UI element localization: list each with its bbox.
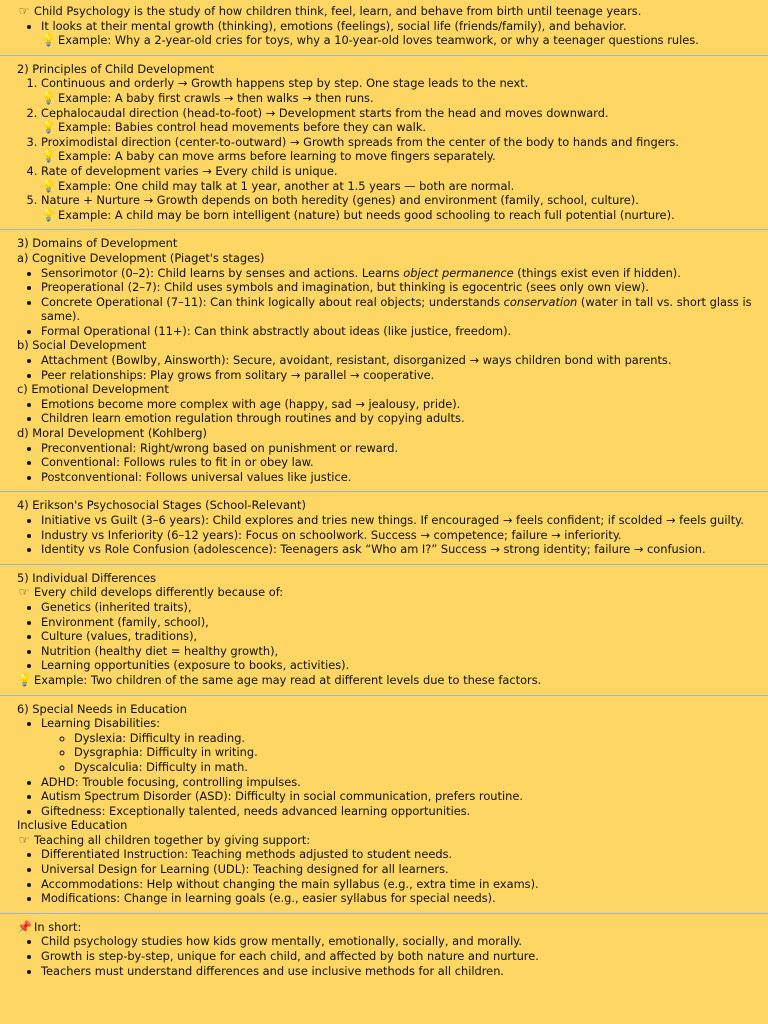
- learning-disabilities-list: [41, 731, 758, 775]
- list-item: • Child psychology studies how kids grow mentally, emotionally, socially, and morally.: [41, 934, 758, 949]
- pointing-hand-icon: ☞: [18, 4, 30, 18]
- section-divider: [0, 564, 768, 565]
- list-item: • Emotions become more complex with age (happy, sad → jealousy, pride).: [41, 397, 758, 412]
- section-heading: 2) Principles of Child Development: [17, 61, 215, 76]
- social-list: [17, 353, 758, 382]
- list-item: • ADHD: Trouble focusing, controlling impulses.: [41, 775, 758, 790]
- list-item: ◦ Dyscalculia: Difficulty in math.: [74, 760, 758, 775]
- intro-section: [17, 4, 758, 48]
- list-item: • Nutrition (healthy diet = healthy growth),: [41, 644, 758, 659]
- light-bulb-icon: 💡: [41, 90, 56, 105]
- section-heading: 3) Domains of Development: [17, 236, 178, 251]
- domains-section: [17, 236, 758, 484]
- list-item: • Attachment (Bowlby, Ainsworth): Secure, avoidant, resistant, disorganized → ways children bond with parents.: [41, 353, 758, 368]
- individual-list: [17, 600, 758, 673]
- list-item: • Culture (values, traditions),: [41, 629, 758, 644]
- example-line: 💡 Example: A baby can move arms before learning to move fingers separately.: [41, 149, 496, 164]
- list-item: • Sensorimotor (0–2): Child learns by senses and actions. Learns object permanence (things exist even if hidden).: [41, 266, 758, 281]
- list-item: 4. Rate of development varies → Every child is unique. 💡 Example: One child may talk at 1 year, another at 1.5 years — both are normal.: [41, 164, 758, 193]
- list-item: • Initiative vs Guilt (3–6 years): Child explores and tries new things. If encouraged → feels confident; if scolded → feels guilty.: [41, 513, 758, 528]
- intro-list: [17, 19, 758, 34]
- list-item: 2. Cephalocaudal direction (head-to-foot) → Development starts from the head and moves downward. 💡 Example: Babies control head movements before they can walk.: [41, 106, 758, 135]
- example-line: 💡 Example: A child may be born intelligent (nature) but needs good schooling to reach full potential (nurture).: [41, 207, 675, 222]
- summary-section: [17, 920, 758, 978]
- subsection-heading: Inclusive Education: [17, 818, 128, 833]
- example-line: 💡 Example: A baby first crawls → then walks → then runs.: [41, 90, 374, 105]
- list-item: • Giftedness: Exceptionally talented, needs advanced learning opportunities.: [41, 804, 758, 819]
- subsection-heading: b) Social Development: [17, 338, 147, 353]
- list-item: ◦ Dysgraphia: Difficulty in writing.: [74, 745, 758, 760]
- emotional-list: [17, 397, 758, 426]
- pointing-hand-icon: ☞: [18, 832, 30, 847]
- principles-section: [17, 62, 758, 223]
- light-bulb-icon: 💡: [41, 207, 56, 222]
- subsection-heading: c) Emotional Development: [17, 382, 169, 397]
- special-needs-section: [17, 702, 758, 906]
- list-item: 3. Proximodistal direction (center-to-outward) → Growth spreads from the center of the body to hands and fingers. 💡 Example: A baby can move arms before learning to move fingers separately.: [41, 135, 758, 164]
- list-item: • Differentiated Instruction: Teaching methods adjusted to student needs.: [41, 847, 758, 862]
- intro-lead: ☞ Child Psychology is the study of how children think, feel, learn, and behave from birth until teenage years.: [18, 4, 642, 18]
- pointing-hand-icon: ☞: [18, 585, 30, 600]
- list-item: • Children learn emotion regulation through routines and by copying adults.: [41, 411, 758, 426]
- list-item: • Peer relationships: Play grows from solitary → parallel → cooperative.: [41, 368, 758, 383]
- list-item: 5. Nature + Nurture → Growth depends on both heredity (genes) and environment (family, school, culture). 💡 Example: A child may be born intelligent (nature) but needs good schooling to reach full potential (nurture).: [41, 193, 758, 222]
- list-item: • Conventional: Follows rules to fit in or obey law.: [41, 455, 758, 470]
- list-item: • Identity vs Role Confusion (adolescence): Teenagers ask “Who am I?” Success → strong identity; failure → confusion.: [41, 542, 758, 557]
- summary-heading: 📌 In short:: [17, 919, 82, 934]
- section-divider: [0, 913, 768, 914]
- cognitive-list: [17, 266, 758, 339]
- list-item: • Universal Design for Learning (UDL): Teaching designed for all learners.: [41, 862, 758, 877]
- list-item: • Growth is step-by-step, unique for each child, and affected by both nature and nurture.: [41, 949, 758, 964]
- list-item: • Modifications: Change in learning goals (e.g., easier syllabus for special needs).: [41, 891, 758, 906]
- list-item: • Accommodations: Help without changing the main syllabus (e.g., extra time in exams).: [41, 877, 758, 892]
- list-item: ◦ Dyslexia: Difficulty in reading.: [74, 731, 758, 746]
- light-bulb-icon: 💡: [41, 33, 56, 48]
- list-item: • Learning Disabilities: ◦ Dyslexia: Difficulty in reading. ◦ Dysgraphia: Difficulty in writing. ◦ Dyscalculia: Difficulty in math.: [41, 716, 758, 774]
- pushpin-icon: 📌: [17, 919, 32, 934]
- list-item: • Postconventional: Follows universal values like justice.: [41, 470, 758, 485]
- section-heading: 6) Special Needs in Education: [17, 701, 188, 716]
- example-line: 💡 Example: One child may talk at 1 year, another at 1.5 years — both are normal.: [41, 178, 515, 193]
- erikson-section: [17, 498, 758, 556]
- inclusive-list: [17, 847, 758, 905]
- moral-list: [17, 441, 758, 485]
- list-item: • Teachers must understand differences and use inclusive methods for all children.: [41, 964, 758, 979]
- example-line: 💡 Example: Babies control head movements before they can walk.: [41, 120, 427, 135]
- subsection-heading: d) Moral Development (Kohlberg): [17, 426, 207, 441]
- special-list: [17, 716, 758, 818]
- inclusive-lead: ☞ Teaching all children together by giving support:: [18, 832, 311, 847]
- principles-list: [17, 76, 758, 222]
- section-divider: [0, 491, 768, 492]
- erikson-list: [17, 513, 758, 557]
- list-item: • Formal Operational (11+): Can think abstractly about ideas (like justice, freedom).: [41, 324, 758, 339]
- individual-lead: ☞ Every child develops differently because of:: [18, 585, 284, 600]
- list-item: • Autism Spectrum Disorder (ASD): Difficulty in social communication, prefers routine.: [41, 789, 758, 804]
- light-bulb-icon: 💡: [41, 120, 56, 135]
- subsection-heading: a) Cognitive Development (Piaget's stages): [17, 250, 265, 265]
- section-divider: [0, 55, 768, 56]
- list-item: • Environment (family, school),: [41, 615, 758, 630]
- list-item: • Preoperational (2–7): Child uses symbols and imagination, but thinking is egocentric (sees only own view).: [41, 280, 758, 295]
- light-bulb-icon: 💡: [41, 149, 56, 164]
- individual-section: [17, 571, 758, 688]
- list-item: • Concrete Operational (7–11): Can think logically about real objects; understands conservation (water in tall vs. short glass is same).: [41, 295, 758, 324]
- light-bulb-icon: 💡: [41, 178, 56, 193]
- list-item: • It looks at their mental growth (thinking), emotions (feelings), social life (friends/family), and behavior.: [41, 19, 758, 34]
- list-item: • Industry vs Inferiority (6–12 years): Focus on schoolwork. Success → competence; failure → inferiority.: [41, 528, 758, 543]
- list-item: • Learning opportunities (exposure to books, activities).: [41, 658, 758, 673]
- section-divider: [0, 229, 768, 230]
- section-divider: [0, 695, 768, 696]
- summary-list: [17, 934, 758, 978]
- light-bulb-icon: 💡: [17, 672, 32, 687]
- section-heading: 4) Erikson's Psychosocial Stages (School-Relevant): [17, 498, 306, 513]
- intro-example: 💡 Example: Why a 2-year-old cries for toys, why a 10-year-old loves teamwork, or why a teenager questions rules.: [41, 33, 699, 48]
- individual-example: 💡 Example: Two children of the same age may read at different levels due to these factors.: [17, 672, 542, 687]
- section-heading: 5) Individual Differences: [17, 570, 157, 585]
- list-item: 1. Continuous and orderly → Growth happens step by step. One stage leads to the next. 💡 Example: A baby first crawls → then walks → then runs.: [41, 76, 758, 105]
- list-item: • Genetics (inherited traits),: [41, 600, 758, 615]
- list-item: • Preconventional: Right/wrong based on punishment or reward.: [41, 441, 758, 456]
